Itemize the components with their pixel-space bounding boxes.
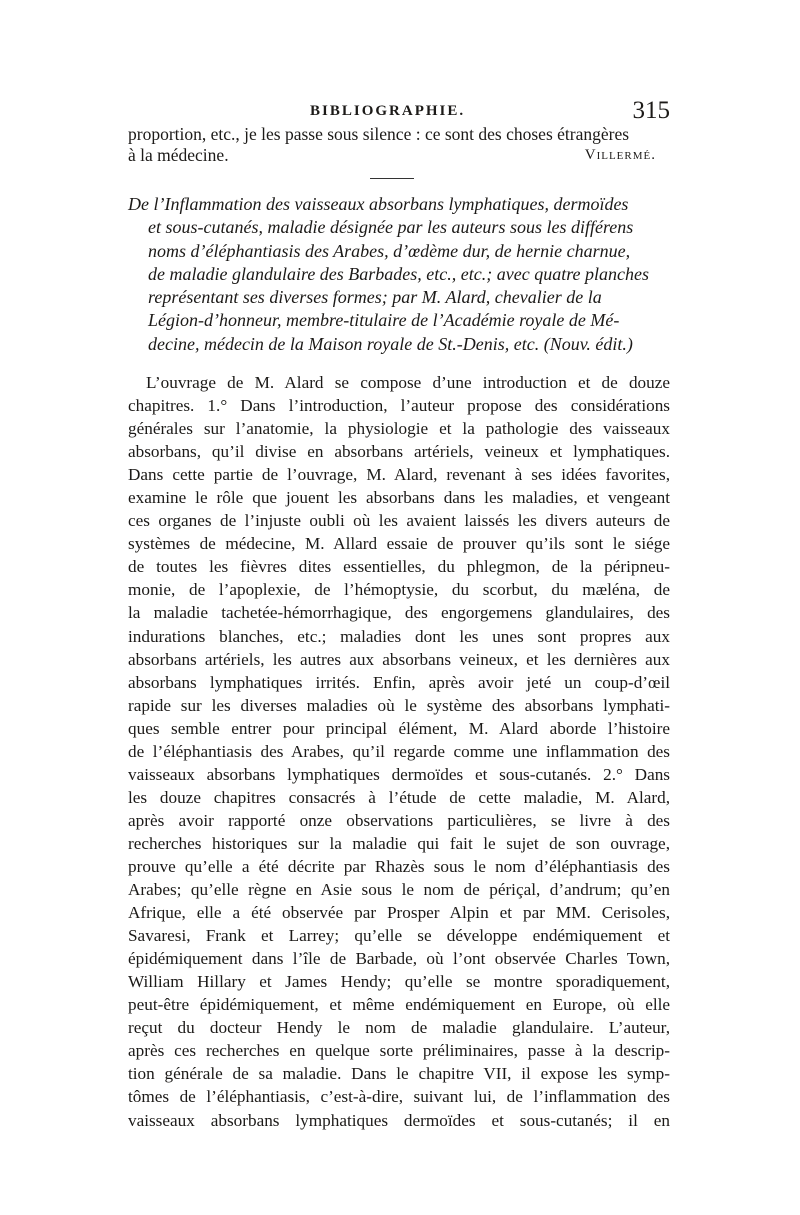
text-line: peut-être épidémiquement, et même endémiquement en Europe, où elle: [128, 995, 670, 1015]
text-line: indurations blanches, etc.; maladies dont les unes sont propres aux: [128, 626, 670, 646]
text-line: de toutes les fièvres dites essentielles, du phlegmon, de la péripneu-: [128, 557, 670, 577]
text-line: de l’éléphantiasis des Arabes, qu’il regarde comme une inflammation des: [128, 741, 670, 761]
text-line: vaisseaux absorbans lymphatiques dermoïdes et sous-cutanés; il en: [128, 1110, 670, 1130]
text-line: systèmes de médecine, M. Allard essaie de prouver qu’ils sont le siége: [128, 534, 670, 554]
text-line: épidémiquement dans l’île de Barbade, où l’ont observée Charles Town,: [128, 949, 670, 969]
review-title: [128, 193, 670, 356]
previous-article-ending: [128, 124, 670, 166]
text-line: absorbans lymphatiques irrités. Enfin, après avoir jeté un coup-d’œil: [128, 672, 670, 692]
text-line: monie, de l’apoplexie, de l’hémoptysie, du scorbut, du mæléna, de: [128, 580, 670, 600]
text-fragment: à la médecine.: [128, 145, 229, 165]
title-line: De l’Inflammation des vaisseaux absorbans lymphatiques, dermoïdes: [128, 194, 629, 214]
text-line: tômes de l’éléphantiasis, c’est-à-dire, suivant lui, de l’inflammation des: [128, 1087, 670, 1107]
text-line: après avoir rapporté onze observations particulières, se livre à des: [128, 810, 670, 830]
title-line: représentant ses diverses formes; par M. Alard, chevalier de la: [148, 287, 602, 308]
text-line: les douze chapitres consacrés à l’étude de cette maladie, M. Alard,: [128, 787, 670, 807]
text-line: absorbans, qu’il divise en absorbans artériels, veineux et lymphatiques.: [128, 442, 670, 462]
text-line: vaisseaux absorbans lymphatiques dermoïdes et sous-cutanés. 2.° Dans: [128, 764, 670, 784]
text-line: Arabes; qu’elle règne en Asie sous le nom de périçal, d’andrum; qu’en: [128, 880, 670, 900]
section-divider: [370, 178, 414, 179]
text-line: après ces recherches en quelque sorte préliminaires, passe à la descrip-: [128, 1041, 670, 1061]
text-line: prouve qu’elle a été décrite par Rhazès sous le nom d’éléphantiasis des: [128, 856, 670, 876]
text-line: ces organes de l’injuste oubli où les avaient laissés les divers auteurs de: [128, 511, 670, 531]
author-signature: Villermé.: [584, 147, 656, 163]
text-line: Savaresi, Frank et Larrey; qu’elle se développe endémiquement et: [128, 926, 670, 946]
text-line: tion générale de sa maladie. Dans le chapitre VII, il expose les symp-: [128, 1064, 670, 1084]
text-line: ques semble entrer pour principal élément, M. Alard aborde l’histoire: [128, 718, 670, 738]
title-line: et sous-cutanés, maladie désignée par les auteurs sous les différens: [148, 217, 634, 238]
running-head: BIBLIOGRAPHIE.: [310, 103, 466, 119]
text-line: la maladie tachetée-hémorrhagique, des engorgemens glandulaires, des: [128, 603, 670, 623]
text-line: proportion, etc., je les passe sous silence : ce sont des choses étrangères: [128, 124, 630, 144]
body-paragraph: [128, 371, 670, 1132]
text-line: William Hillary et James Hendy; qu’elle se montre sporadiquement,: [128, 972, 670, 992]
text-line: examine le rôle que jouent les absorbans dans les maladies, et vengeant: [128, 488, 670, 508]
text-line: reçut du docteur Hendy le nom de maladie glandulaire. L’auteur,: [128, 1018, 670, 1038]
text-line: absorbans artériels, les autres aux absorbans veineux, et les dernières aux: [128, 649, 670, 669]
title-line: Légion-d’honneur, membre-titulaire de l’Académie royale de Mé-: [148, 310, 620, 331]
text-line: [128, 145, 670, 166]
text-line: L’ouvrage de M. Alard se compose d’une introduction et de douze: [146, 373, 670, 392]
title-line: decine, médecin de la Maison royale de St.-Denis, etc. (Nouv. édit.): [148, 333, 633, 354]
page-number: 315: [632, 97, 670, 124]
text-line: recherches historiques sur la maladie qui fait le sujet de son ouvrage,: [128, 833, 670, 853]
title-line: de maladie glandulaire des Barbades, etc., etc.; avec quatre planches: [148, 263, 650, 284]
text-line: Dans cette partie de l’ouvrage, M. Alard, revenant à ses idées favorites,: [128, 465, 670, 485]
text-line: générales sur l’anatomie, la physiologie et la pathologie des vaisseaux: [128, 419, 670, 439]
title-line: noms d’éléphantiasis des Arabes, d’œdème dur, de hernie charnue,: [148, 240, 631, 261]
page-header: [128, 97, 670, 127]
text-line: rapide sur les diverses maladies où le système des absorbans lymphati-: [128, 695, 670, 715]
text-line: chapitres. 1.° Dans l’introduction, l’auteur propose des considérations: [128, 396, 670, 416]
text-line: Afrique, elle a été observée par Prosper Alpin et par MM. Cerisoles,: [128, 903, 670, 923]
